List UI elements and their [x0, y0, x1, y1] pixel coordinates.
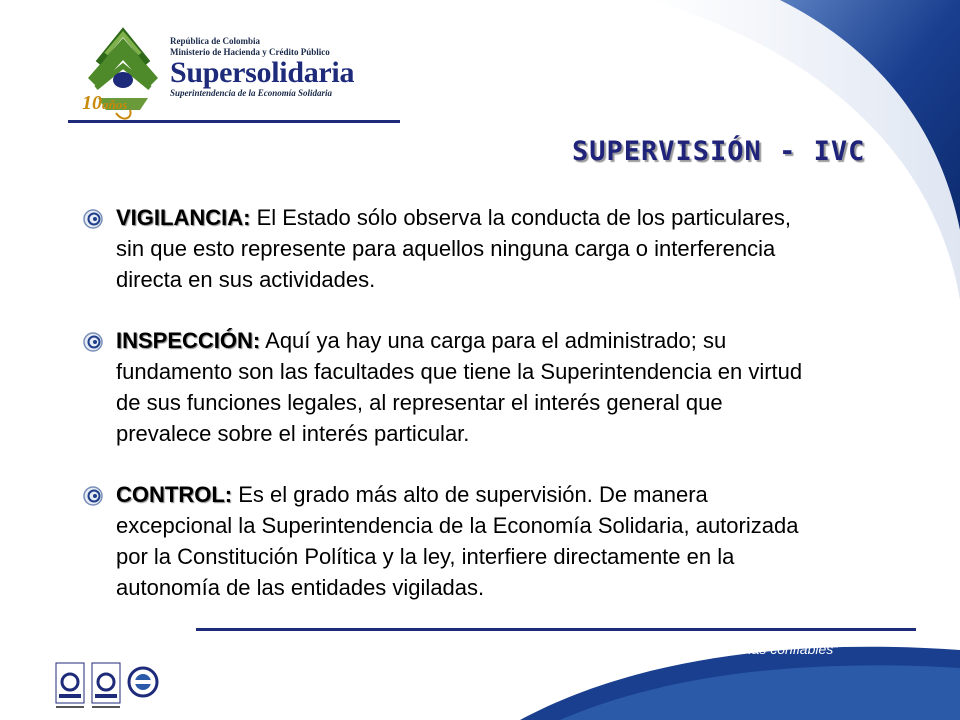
footer-slogan: “Por unas entidades solidarias confiables”	[578, 641, 838, 657]
definition-control: Es el grado más alto de supervisión. De manera excepcional la Superintendencia de la Economía Solidaria, autorizada por la Constitución Política y la ley, interfiere directamente en la autonomía de las entidades vigiladas.	[116, 482, 799, 600]
logo-brand: Supersolidaria	[170, 56, 355, 89]
iqnet-cert-icon	[127, 666, 159, 698]
logo-line-country: República de Colombia	[170, 36, 261, 46]
slide-title: SUPERVISIÓN - IVC	[572, 136, 866, 167]
term-control: CONTROL:	[116, 482, 233, 507]
swirl-bullet-icon	[82, 485, 104, 507]
swirl-bullet-icon	[82, 208, 104, 230]
anniversary-number: 10	[82, 92, 102, 114]
term-vigilancia: VIGILANCIA:	[116, 205, 251, 230]
logo-line-ministry: Ministerio de Hacienda y Crédito Público	[170, 47, 330, 57]
header-divider	[68, 120, 400, 123]
certification-logos	[55, 660, 165, 720]
definition-vigilancia: El Estado sólo observa la conducta de los particulares, sin que esto represente para aquellos ninguna carga o interferencia directa en sus actividades.	[116, 205, 791, 292]
icontec-cert-icon	[55, 662, 85, 712]
swirl-bullet-icon	[82, 331, 104, 353]
term-inspeccion: INSPECCIÓN:	[116, 328, 261, 353]
definition-inspeccion: Aquí ya hay una carga para el administrado; su fundamento son las facultades que tiene la Superintendencia en virtud de sus funciones legales, al representar el interés general que prevalece sobre el interés particular.	[116, 328, 803, 446]
list-item-inspeccion	[82, 325, 822, 449]
supersolidaria-logo	[78, 18, 378, 128]
anniversary-word: años	[102, 97, 128, 112]
footer-divider	[196, 628, 916, 631]
icontec-cert-icon	[91, 662, 121, 712]
logo-anniversary	[82, 92, 127, 115]
list-item-control	[82, 479, 822, 603]
content-list	[82, 202, 822, 633]
logo-subtitle: Superintendencia de la Economía Solidaria	[170, 88, 333, 98]
list-item-vigilancia	[82, 202, 822, 295]
